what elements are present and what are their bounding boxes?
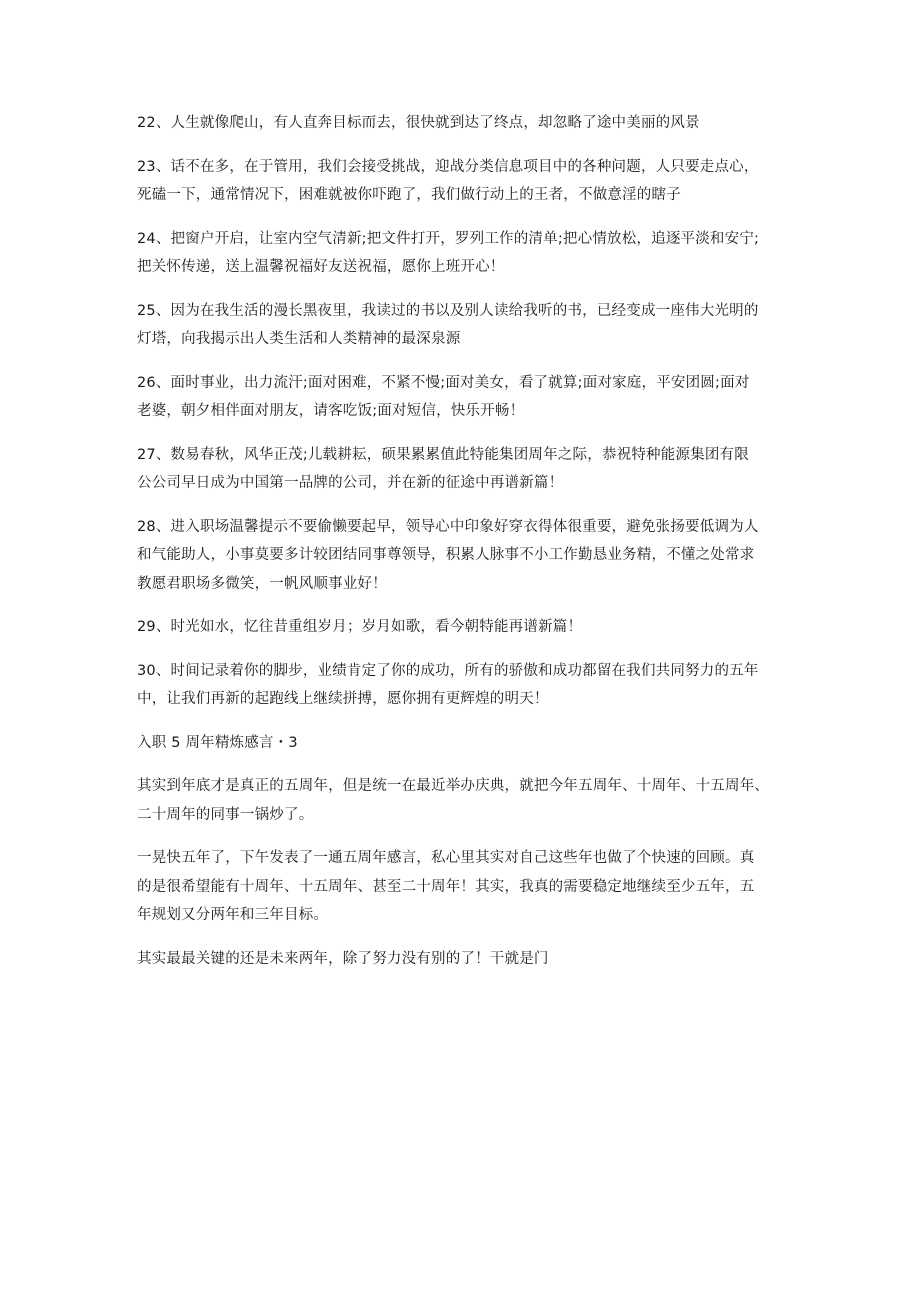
text-line: 23、话不在多，在于管用，我们会接受挑战，迎战分类信息项目中的各种问题，人只要走点心， xyxy=(137,158,759,175)
text-line: 把关怀传递，送上温馨祝福好友送祝福，愿你上班开心！ xyxy=(137,259,505,275)
text-line: 27、数易春秋，风华正茂;儿载耕耘，硕果累累值此特能集团周年之际，恭祝特种能源集团有限 xyxy=(137,446,749,463)
paragraph xyxy=(137,844,797,930)
text-line: 二十周年的同事一锅炒了。 xyxy=(137,806,314,823)
text-line: 死磕一下，通常情况下，困难就被你吓跑了，我们做行动上的王者，不做意淫的瞎子 xyxy=(137,187,681,203)
text-line: 的是很希望能有十周年、十五周年、甚至二十周年！其实，我真的需要稳定地继续至少五年，五 xyxy=(137,878,755,895)
list-item-24 xyxy=(137,225,797,282)
list-item-27 xyxy=(137,441,797,498)
paragraph xyxy=(137,945,797,974)
text-line: 26、面时事业，出力流汗;面对困难，不紧不慢;面对美女，看了就算;面对家庭，平安团圆;面对 xyxy=(137,374,750,391)
list-item-25 xyxy=(137,297,797,354)
text-line: 一晃快五年了，下午发表了一通五周年感言，私心里其实对自己这些年也做了个快速的回顾。真 xyxy=(137,850,755,866)
text-line: 22、人生就像爬山，有人直奔目标而去，很快就到达了终点，却忽略了途中美丽的风景 xyxy=(137,115,700,131)
list-item-22 xyxy=(137,109,797,138)
text-line: 老婆，朝夕相伴面对朋友，请客吃饭;面对短信，快乐开畅！ xyxy=(137,403,525,419)
list-item-23 xyxy=(137,153,797,210)
list-item-29 xyxy=(137,613,797,642)
text-line: 28、进入职场温馨提示不要偷懒要起早，领导心中印象好穿衣得体很重要，避免张扬要低调为人 xyxy=(137,518,759,535)
text-line: 30、时间记录着你的脚步，业绩肯定了你的成功，所有的骄傲和成功都留在我们共同努力的五年 xyxy=(137,662,759,679)
list-item-26 xyxy=(137,369,797,426)
text-line: 25、因为在我生活的漫长黑夜里，我读过的书以及别人读给我听的书，已经变成一座伟大光明的 xyxy=(137,302,759,319)
list-item-30 xyxy=(137,657,797,714)
text-line: 年规划又分两年和三年目标。 xyxy=(137,907,329,923)
section-title: 入职 5 周年精炼感言・3 xyxy=(137,734,298,751)
document-body xyxy=(137,109,797,988)
text-line: 其实到年底才是真正的五周年，但是统一在最近举办庆典，就把今年五周年、十周年、十五周年、 xyxy=(137,778,770,794)
list-item-28 xyxy=(137,513,797,599)
text-line: 其实最最关键的还是未来两年，除了努力没有别的了！干就是门 xyxy=(137,950,549,967)
text-line: 中，让我们再新的起跑线上继续拼搏，愿你拥有更辉煌的明天！ xyxy=(137,691,549,707)
text-line: 和气能助人，小事莫要多计较团结同事尊领导，积累人脉事不小工作勤恳业务精，不懂之处常求 xyxy=(137,547,755,563)
text-line: 教愿君职场多微笑，一帆风顺事业好！ xyxy=(137,575,387,592)
text-line: 24、把窗户开启，让室内空气清新;把文件打开，罗列工作的清单;把心情放松，追逐平淡和安宁; xyxy=(137,230,760,247)
text-line: 公公司早日成为中国第一品牌的公司，并在新的征途中再谱新篇！ xyxy=(137,475,564,491)
text-line: 灯塔，向我揭示出人类生活和人类精神的最深泉源 xyxy=(137,331,461,347)
text-line: 29、时光如水，忆往昔重组岁月；岁月如歌，看今朝特能再谱新篇！ xyxy=(137,619,583,635)
paragraph xyxy=(137,772,797,829)
